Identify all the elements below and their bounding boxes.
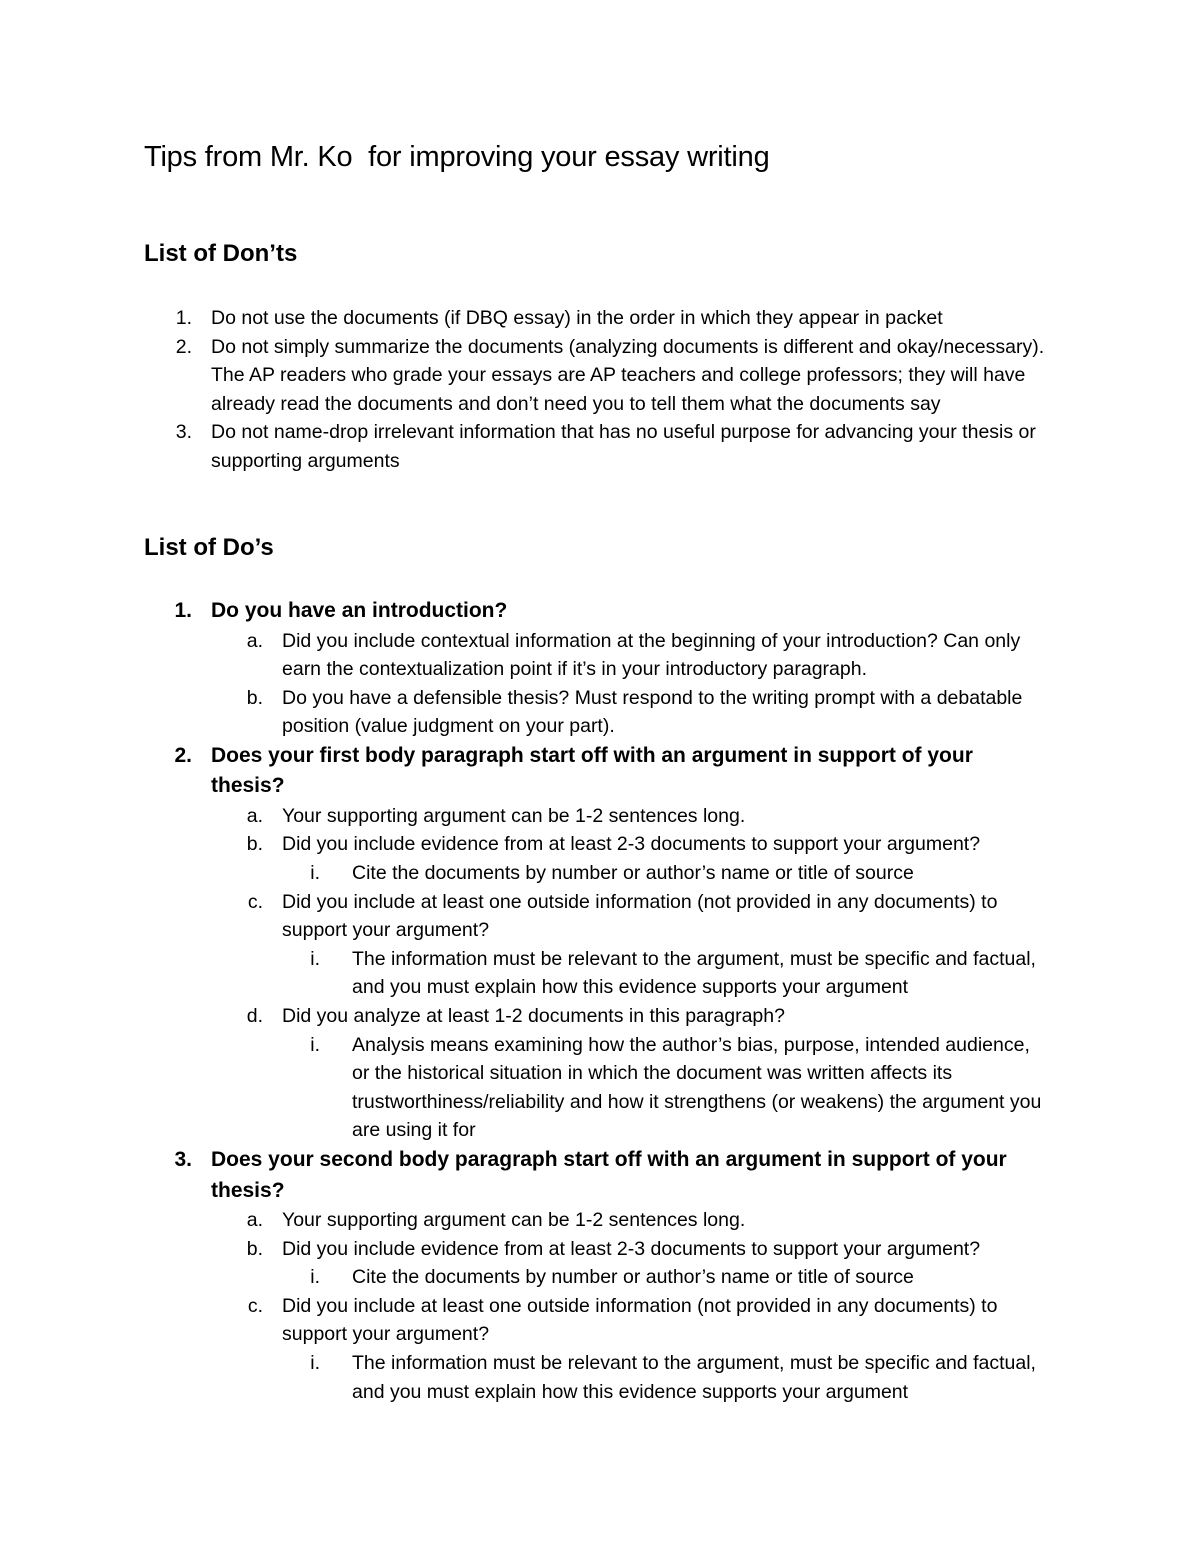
list-marker: i. [310,1033,320,1056]
list-item [0,1145,1200,1206]
list-marker: 3. [175,421,192,444]
list-marker: 1. [175,307,192,329]
page-title: Tips from Mr. Ko for improving your essay writing [144,141,770,173]
list-subitem-text: Do you have a defensible thesis? Must respond to the writing prompt with a debatable position (value judgment on your part). [282,686,1023,738]
list-subsubitem [0,945,1200,1002]
list-marker: i. [310,1266,320,1289]
list-subitem [0,802,1200,831]
list-item-text: Do you have an introduction? [211,599,508,622]
list-item [0,304,1200,333]
list-subitem-text: Did you include at least one outside information (not provided in any documents) to support your argument? [282,1294,998,1346]
list-subsubitem-text: The information must be relevant to the argument, must be specific and factual, and you must explain how this evidence supports your argument [352,1351,1036,1403]
list-subitem [0,1206,1200,1235]
list-marker: a. [246,629,263,652]
list-marker: c. [247,890,263,913]
list-marker: c. [247,1294,263,1317]
list-item [0,418,1200,475]
list-subitem [0,627,1200,684]
dos-list [0,596,1200,1406]
list-subitem [0,888,1200,945]
list-subitem-text: Did you include evidence from at least 2-3 documents to support your argument? [282,833,981,856]
list-marker: 1. [174,599,192,622]
list-subitem [0,1235,1200,1264]
list-subsubitem-text: Cite the documents by number or author’s name or title of source [352,862,914,885]
dos-heading: List of Do’s [144,534,274,561]
list-item [0,596,1200,627]
list-marker: i. [310,947,320,970]
list-item-text: Do not name-drop irrelevant information that has no useful purpose for advancing your thesis or supporting arguments [211,421,1036,472]
list-subsubitem [0,1031,1200,1145]
list-subitem [0,1292,1200,1349]
list-marker: a. [246,804,263,827]
list-subitem-text: Did you include evidence from at least 2-3 documents to support your argument? [282,1237,981,1260]
list-subsubitem-text: Cite the documents by number or author’s name or title of source [352,1266,914,1289]
list-subitem-text: Your supporting argument can be 1-2 sentences long. [282,1209,746,1231]
list-marker: 2. [175,335,192,358]
list-item [0,741,1200,802]
list-marker: 2. [174,743,192,767]
list-subitem-text: Did you include at least one outside information (not provided in any documents) to support your argument? [282,890,998,942]
list-subsubitem-text: The information must be relevant to the argument, must be specific and factual, and you must explain how this evidence supports your argument [352,947,1036,999]
list-subitem [0,1002,1200,1031]
list-marker: i. [310,862,320,885]
list-item-text: Do not simply summarize the documents (analyzing documents is different and okay/necessary). The AP readers who grade your essays are AP teachers and college professors; they will have already read the documents and don’t need you to tell them what the documents say [211,335,1045,415]
donts-heading: List of Don’ts [144,240,298,267]
list-marker: d. [246,1005,263,1028]
list-marker: b. [246,833,263,856]
list-subsubitem [0,1263,1200,1292]
list-subsubitem [0,859,1200,888]
list-subsubitem [0,1349,1200,1406]
list-marker: b. [246,1237,263,1260]
list-subsubitem-text: Analysis means examining how the author’s bias, purpose, intended audience, or the historical situation in which the document was written affects its trustworthiness/reliability and how it strengthens (or weakens) the argument you are using it for [352,1033,1042,1142]
list-marker: a. [246,1209,263,1231]
list-marker: i. [310,1351,320,1374]
list-subitem-text: Did you include contextual information at the beginning of your introduction? Can only earn the contextualization point if it’s in your introductory paragraph. [282,629,1021,681]
donts-list [0,304,1200,476]
list-item [0,333,1200,419]
list-item-text: Do not use the documents (if DBQ essay) in the order in which they appear in packet [211,307,943,329]
list-marker: 3. [174,1148,192,1171]
list-subitem-text: Did you analyze at least 1-2 documents in this paragraph? [282,1005,785,1028]
list-item-text: Does your first body paragraph start off with an argument in support of your thesis? [211,743,973,798]
list-subitem [0,684,1200,741]
list-subitem-text: Your supporting argument can be 1-2 sentences long. [282,804,746,827]
list-item-text: Does your second body paragraph start off with an argument in support of your thesis? [211,1148,1007,1202]
list-subitem [0,830,1200,859]
list-marker: b. [246,686,263,709]
